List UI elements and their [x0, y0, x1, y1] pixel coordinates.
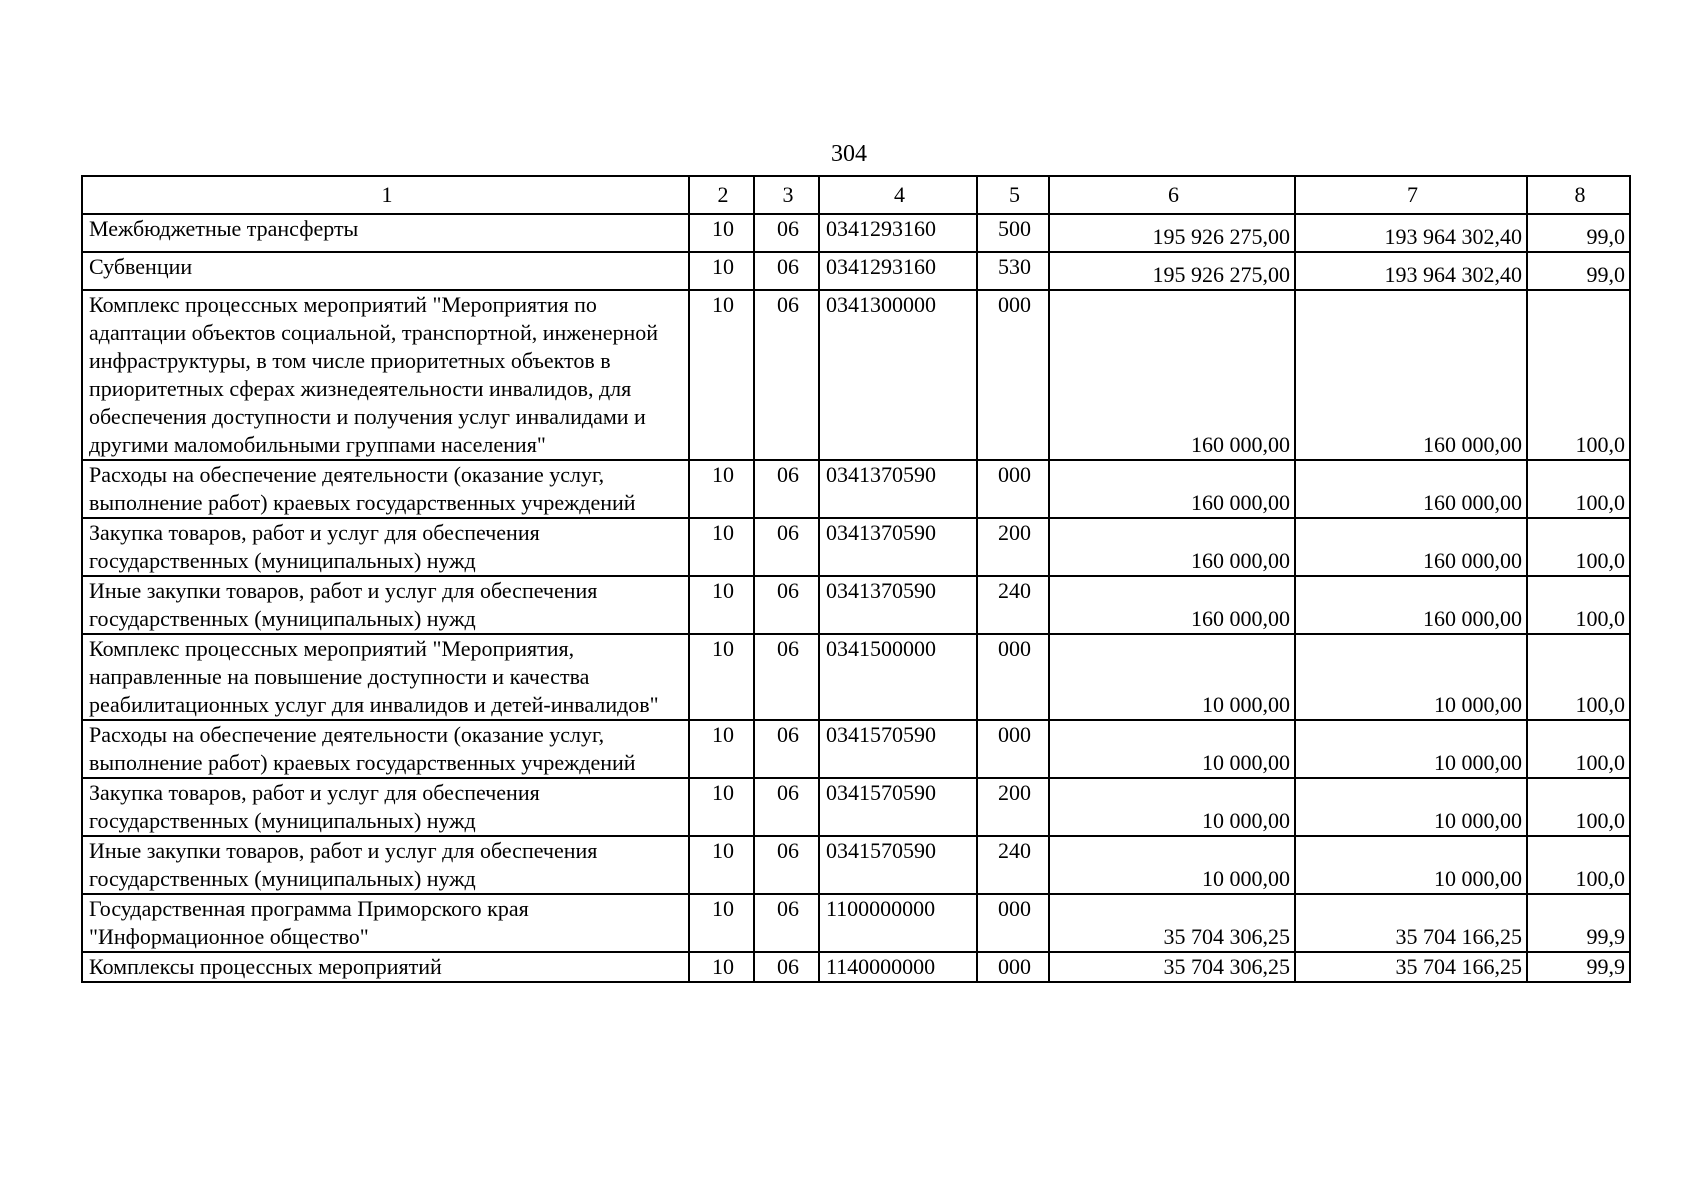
execution-percent-cell: 100,0 [1527, 836, 1630, 894]
target-article-cell: 0341570590 [819, 836, 977, 894]
expense-type-cell: 200 [977, 778, 1049, 836]
table-row [82, 290, 1630, 460]
target-article-cell: 0341570590 [819, 778, 977, 836]
row-name-cell: Комплекс процессных мероприятий "Мероприятия, направленные на повышение доступности и качества реабилитационных услуг для инвалидов и детей-инвалидов" [82, 634, 689, 720]
executed-amount-cell: 193 964 302,40 [1295, 214, 1527, 252]
table-row [82, 460, 1630, 518]
target-article-cell: 0341370590 [819, 518, 977, 576]
table-row [82, 214, 1630, 252]
planned-amount-cell: 10 000,00 [1049, 634, 1295, 720]
budget-table [81, 175, 1631, 983]
subsection-code-cell: 06 [754, 214, 819, 252]
table-row [82, 518, 1630, 576]
executed-amount-cell: 10 000,00 [1295, 720, 1527, 778]
executed-amount-cell: 160 000,00 [1295, 460, 1527, 518]
row-name-cell: Расходы на обеспечение деятельности (оказание услуг, выполнение работ) краевых государственных учреждений [82, 720, 689, 778]
subsection-code-cell: 06 [754, 720, 819, 778]
row-name-cell: Иные закупки товаров, работ и услуг для обеспечения государственных (муниципальных) нужд [82, 836, 689, 894]
expense-type-cell: 000 [977, 290, 1049, 460]
execution-percent-cell: 100,0 [1527, 290, 1630, 460]
executed-amount-cell: 10 000,00 [1295, 634, 1527, 720]
executed-amount-cell: 10 000,00 [1295, 836, 1527, 894]
table-row [82, 778, 1630, 836]
header-cell: 7 [1295, 176, 1527, 214]
row-name-cell: Комплекс процессных мероприятий "Мероприятия по адаптации объектов социальной, транспортной, инженерной инфраструктуры, в том числе приоритетных объектов в приоритетных сферах жизнедеятельности инвалидов, для обеспечения доступности и получения услуг инвалидами и другими маломобильными группами населения" [82, 290, 689, 460]
target-article-cell: 0341293160 [819, 214, 977, 252]
section-code-cell: 10 [689, 778, 754, 836]
planned-amount-cell: 10 000,00 [1049, 836, 1295, 894]
subsection-code-cell: 06 [754, 778, 819, 836]
subsection-code-cell: 06 [754, 460, 819, 518]
header-cell: 4 [819, 176, 977, 214]
execution-percent-cell: 100,0 [1527, 634, 1630, 720]
target-article-cell: 0341370590 [819, 460, 977, 518]
header-cell: 8 [1527, 176, 1630, 214]
planned-amount-cell: 160 000,00 [1049, 576, 1295, 634]
section-code-cell: 10 [689, 576, 754, 634]
table-row [82, 252, 1630, 290]
executed-amount-cell: 193 964 302,40 [1295, 252, 1527, 290]
planned-amount-cell: 195 926 275,00 [1049, 252, 1295, 290]
execution-percent-cell: 99,9 [1527, 894, 1630, 952]
subsection-code-cell: 06 [754, 952, 819, 982]
target-article-cell: 0341570590 [819, 720, 977, 778]
table-row [82, 952, 1630, 982]
row-name-cell: Иные закупки товаров, работ и услуг для обеспечения государственных (муниципальных) нужд [82, 576, 689, 634]
expense-type-cell: 240 [977, 836, 1049, 894]
section-code-cell: 10 [689, 290, 754, 460]
subsection-code-cell: 06 [754, 634, 819, 720]
header-cell: 3 [754, 176, 819, 214]
row-name-cell: Расходы на обеспечение деятельности (оказание услуг, выполнение работ) краевых государственных учреждений [82, 460, 689, 518]
execution-percent-cell: 100,0 [1527, 576, 1630, 634]
executed-amount-cell: 160 000,00 [1295, 518, 1527, 576]
header-cell: 1 [82, 176, 689, 214]
execution-percent-cell: 99,0 [1527, 252, 1630, 290]
row-name-cell: Межбюджетные трансферты [82, 214, 689, 252]
subsection-code-cell: 06 [754, 836, 819, 894]
target-article-cell: 0341300000 [819, 290, 977, 460]
table-header-row [82, 176, 1630, 214]
row-name-cell: Закупка товаров, работ и услуг для обеспечения государственных (муниципальных) нужд [82, 778, 689, 836]
section-code-cell: 10 [689, 252, 754, 290]
section-code-cell: 10 [689, 460, 754, 518]
expense-type-cell: 000 [977, 634, 1049, 720]
table-row [82, 836, 1630, 894]
planned-amount-cell: 195 926 275,00 [1049, 214, 1295, 252]
expense-type-cell: 000 [977, 894, 1049, 952]
executed-amount-cell: 35 704 166,25 [1295, 952, 1527, 982]
section-code-cell: 10 [689, 952, 754, 982]
target-article-cell: 0341293160 [819, 252, 977, 290]
execution-percent-cell: 100,0 [1527, 518, 1630, 576]
section-code-cell: 10 [689, 836, 754, 894]
page-number: 304 [831, 141, 867, 167]
table-row [82, 720, 1630, 778]
subsection-code-cell: 06 [754, 894, 819, 952]
planned-amount-cell: 160 000,00 [1049, 290, 1295, 460]
planned-amount-cell: 10 000,00 [1049, 778, 1295, 836]
expense-type-cell: 530 [977, 252, 1049, 290]
table-row [82, 576, 1630, 634]
target-article-cell: 1100000000 [819, 894, 977, 952]
planned-amount-cell: 35 704 306,25 [1049, 894, 1295, 952]
execution-percent-cell: 100,0 [1527, 720, 1630, 778]
table-row [82, 894, 1630, 952]
execution-percent-cell: 99,0 [1527, 214, 1630, 252]
header-cell: 2 [689, 176, 754, 214]
target-article-cell: 0341500000 [819, 634, 977, 720]
planned-amount-cell: 160 000,00 [1049, 518, 1295, 576]
executed-amount-cell: 35 704 166,25 [1295, 894, 1527, 952]
expense-type-cell: 200 [977, 518, 1049, 576]
section-code-cell: 10 [689, 634, 754, 720]
executed-amount-cell: 160 000,00 [1295, 290, 1527, 460]
subsection-code-cell: 06 [754, 290, 819, 460]
subsection-code-cell: 06 [754, 518, 819, 576]
section-code-cell: 10 [689, 518, 754, 576]
execution-percent-cell: 99,9 [1527, 952, 1630, 982]
section-code-cell: 10 [689, 720, 754, 778]
header-cell: 5 [977, 176, 1049, 214]
execution-percent-cell: 100,0 [1527, 778, 1630, 836]
subsection-code-cell: 06 [754, 576, 819, 634]
header-cell: 6 [1049, 176, 1295, 214]
subsection-code-cell: 06 [754, 252, 819, 290]
row-name-cell: Субвенции [82, 252, 689, 290]
row-name-cell: Комплексы процессных мероприятий [82, 952, 689, 982]
executed-amount-cell: 10 000,00 [1295, 778, 1527, 836]
expense-type-cell: 000 [977, 720, 1049, 778]
expense-type-cell: 240 [977, 576, 1049, 634]
target-article-cell: 0341370590 [819, 576, 977, 634]
target-article-cell: 1140000000 [819, 952, 977, 982]
expense-type-cell: 000 [977, 460, 1049, 518]
row-name-cell: Государственная программа Приморского края "Информационное общество" [82, 894, 689, 952]
executed-amount-cell: 160 000,00 [1295, 576, 1527, 634]
planned-amount-cell: 160 000,00 [1049, 460, 1295, 518]
planned-amount-cell: 35 704 306,25 [1049, 952, 1295, 982]
expense-type-cell: 500 [977, 214, 1049, 252]
section-code-cell: 10 [689, 894, 754, 952]
planned-amount-cell: 10 000,00 [1049, 720, 1295, 778]
execution-percent-cell: 100,0 [1527, 460, 1630, 518]
table-row [82, 634, 1630, 720]
expense-type-cell: 000 [977, 952, 1049, 982]
row-name-cell: Закупка товаров, работ и услуг для обеспечения государственных (муниципальных) нужд [82, 518, 689, 576]
section-code-cell: 10 [689, 214, 754, 252]
